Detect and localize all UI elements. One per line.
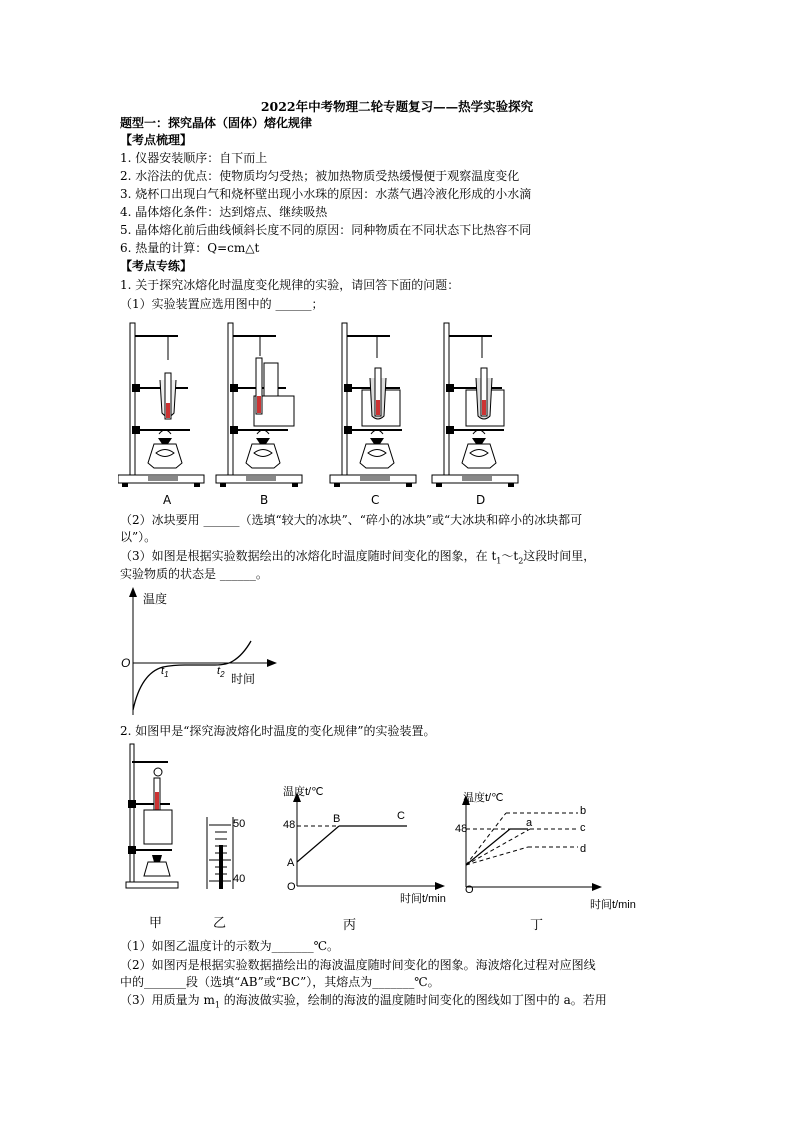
- ice-graph-t2: $t_2$: [217, 665, 225, 680]
- graph-ding-b: b: [580, 805, 587, 817]
- point-4: 4. 晶体熔化条件：达到熔点、继续吸热: [120, 205, 328, 219]
- graph-ding-c: c: [580, 822, 586, 834]
- option-d-label: D: [476, 493, 486, 507]
- thermometer-figure: [205, 815, 255, 895]
- q2-sub1: （1）如图乙温度计的示数为_______℃。: [120, 939, 340, 953]
- q2-sub3-line1: （3）用质量为 $m_1$ 的海波做实验，绘制的海波的温度随时间变化的图线如丁图中的 a。若用: [120, 993, 607, 1010]
- graph-ding-48: 48: [455, 823, 468, 835]
- ice-graph: [115, 585, 285, 720]
- q1-sub3-line2: 实验物质的状态是 ______。: [120, 567, 268, 581]
- graph-ding-a: a: [526, 817, 533, 829]
- option-b-label: B: [260, 493, 269, 507]
- q1-sub1: （1）实验装置应选用图中的 ______；: [120, 297, 324, 311]
- ice-graph-xlabel: 时间: [231, 672, 256, 686]
- caption-bing: 丙: [343, 918, 357, 933]
- practice-header: 【考点专练】: [120, 259, 193, 273]
- point-3: 3. 烧杯口出现白气和烧杯壁出现小水珠的原因：水蒸气遇冷液化形成的小水滴: [120, 187, 532, 201]
- apparatus-figures: [118, 318, 538, 490]
- thermometer-bottom: 40: [233, 873, 246, 885]
- point-5: 5. 晶体熔化前后曲线倾斜长度不同的原因：同种物质在不同状态下比热容不同: [120, 223, 532, 237]
- graph-ding-origin: O: [465, 884, 474, 896]
- thermometer-top: 50: [233, 818, 246, 830]
- graph-ding-d: d: [580, 843, 587, 855]
- point-6: 6. 热量的计算：Q=cm△t: [120, 241, 260, 255]
- option-c-label: C: [371, 493, 380, 507]
- graph-ding-xlabel: 时间t/min: [590, 899, 636, 911]
- graph-bing-ylabel: 温度t/℃: [283, 786, 324, 798]
- q1-stem: 1. 关于探究冰熔化时温度变化规律的实验，请回答下面的问题：: [120, 278, 460, 292]
- graph-bing-48: 48: [283, 819, 296, 831]
- q1-sub2-line2: 以”）。: [120, 530, 157, 544]
- ice-graph-origin: O: [121, 656, 131, 670]
- graph-ding-ylabel: 温度t/℃: [463, 792, 504, 804]
- graph-bing-origin: O: [287, 881, 296, 893]
- q1-sub2-line1: （2）冰块要用 ______（选填“较大的冰块”、“碎小的冰块”或“大冰块和碎小的冰块都可: [120, 513, 583, 527]
- graph-bing-point-b: B: [333, 813, 341, 825]
- figure-jia-apparatus: [122, 742, 182, 892]
- graph-bing-xlabel: 时间t/min: [400, 893, 446, 905]
- graph-bing-point-a: A: [287, 857, 295, 869]
- q1-sub3-line1: （3）如图是根据实验数据绘出的冰熔化时温度随时间变化的图象，在 $t_1\sim t_2$这段时间里，: [120, 549, 596, 566]
- graph-bing-point-c: C: [397, 810, 405, 822]
- doc-title: 2022年中考物理二轮专题复习——热学实验探究: [260, 99, 534, 114]
- review-header: 【考点梳理】: [120, 133, 193, 147]
- q2-sub2-line2: 中的_______段（选填“AB”或“BC”），其熔点为_______℃。: [120, 975, 440, 989]
- point-1: 1. 仪器安装顺序：自下而上: [120, 151, 268, 165]
- graph-bing: [285, 790, 450, 890]
- caption-ding: 丁: [530, 918, 544, 933]
- section-heading: 题型一：探究晶体（固体）熔化规律: [120, 116, 313, 130]
- point-2: 2. 水浴法的优点：使物质均匀受热；被加热物质受热缓慢便于观察温度变化: [120, 169, 520, 183]
- caption-yi: 乙: [213, 916, 227, 931]
- q2-stem: 2. 如图甲是“探究海波熔化时温度的变化规律”的实验装置。: [120, 724, 436, 738]
- caption-jia: 甲: [149, 916, 163, 931]
- q2-sub2-line1: （2）如图丙是根据实验数据描绘出的海波温度随时间变化的图象。海波熔化过程对应图线: [120, 958, 596, 972]
- ice-graph-t1: $t_1$: [161, 665, 169, 680]
- option-a-label: A: [163, 493, 172, 507]
- ice-graph-ylabel: 温度: [143, 592, 168, 606]
